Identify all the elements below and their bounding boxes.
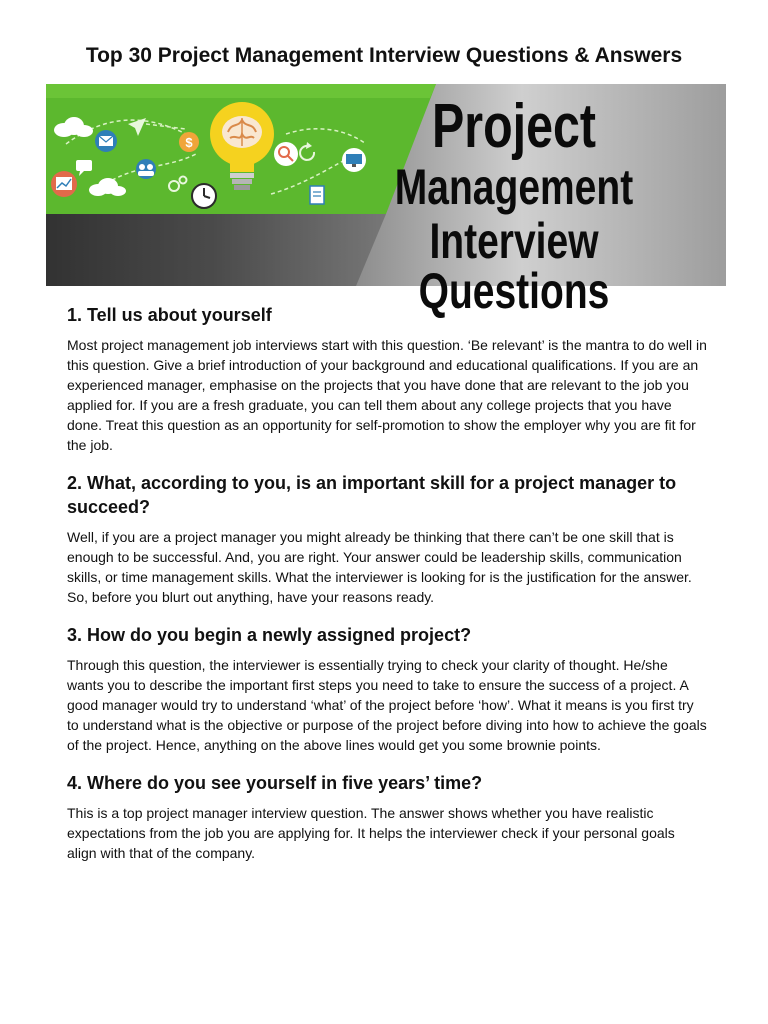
page-title: Top 30 Project Management Interview Questions & Answers [85, 44, 683, 67]
answer-paragraph: Most project management job interviews start with this question. ‘Be relevant’ is the mantra to do well in this question. Give a brief introduction of your background and educational qualifications. If you are an experienced manager, emphasise on the projects that you have done that are relevant to the job you applied for. If you are a fresh graduate, you can tell them about any college projects that you have done. Treat this question as an opportunity for self-promotion to show the employer why you are fit for the job. [67, 337, 707, 453]
banner-line-interview-questions: Interview Questions [418, 213, 610, 319]
answer-paragraph: Through this question, the interviewer is essentially trying to check your clarity of thought. He/she wants you to describe the important first steps you need to take to ensure the success of a project. A good manager would try to understand ‘what’ of the project before ‘how’. What it means is you first try to understand what is the objective or purpose of the project before diving into how to achieve the goals of the project. Hence, anything on the above lines would get you some brownie points. [67, 657, 707, 753]
question-section-1 [67, 303, 707, 455]
banner-line-project: Project [432, 92, 596, 161]
question-section-3 [67, 623, 707, 755]
question-heading: 2. What, according to you, is an important skill for a project manager to succeed? [67, 473, 677, 517]
svg-text:$: $ [185, 135, 193, 150]
answer-paragraph: This is a top project manager interview question. The answer shows whether you have realistic expectations from the job you are applying for. It helps the interviewer check if your personal goals align with that of the company. [67, 805, 675, 861]
clock-icon [192, 184, 216, 208]
question-heading: 3. How do you begin a newly assigned project? [67, 625, 472, 645]
question-section-4 [67, 771, 707, 863]
question-heading: 1. Tell us about yourself [67, 305, 272, 325]
question-section-2 [67, 471, 707, 607]
answer-paragraph: Well, if you are a project manager you might already be thinking that there can’t be one skill that is enough to be successful. And, you are right. Your answer could be leadership skills, communication skills, or time management skills. What the interviewer is looking for is the justification for the answer. So, before you blurt out anything, have your reasons ready. [67, 529, 692, 605]
banner-line-management: Management [394, 159, 634, 215]
dollar-icon [179, 132, 199, 152]
people-icon [136, 159, 156, 179]
banner-heading [350, 92, 678, 319]
magnifier-icon [274, 142, 298, 166]
article-body [67, 303, 707, 879]
document-icon [310, 186, 324, 204]
question-heading: 4. Where do you see yourself in five years’ time? [67, 773, 483, 793]
chart-icon [51, 171, 77, 197]
email-icon [95, 130, 117, 152]
